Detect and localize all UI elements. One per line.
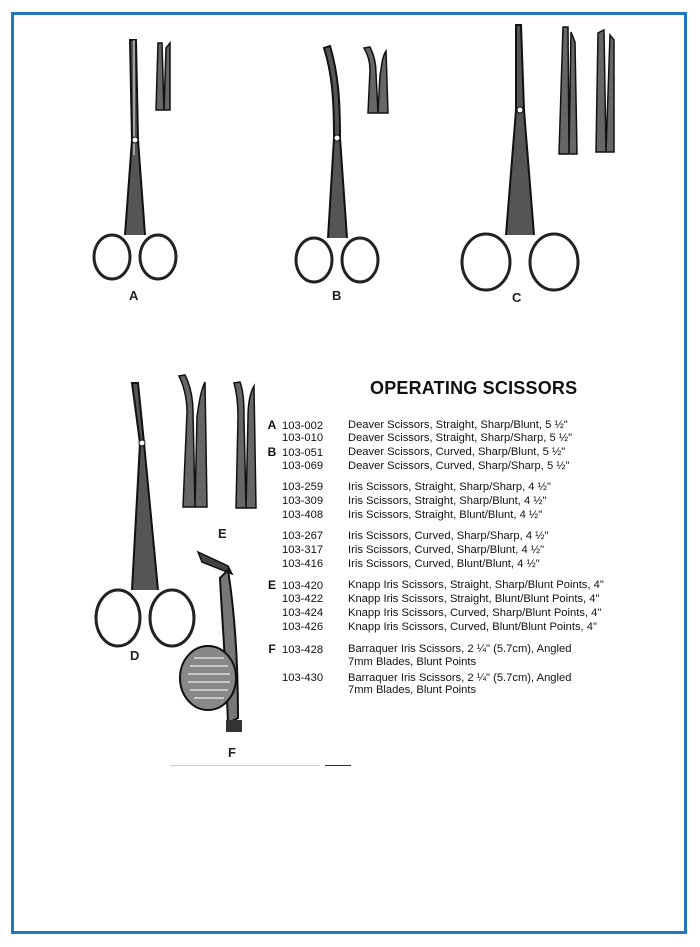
catalog-row (262, 558, 540, 570)
item-description: Knapp Iris Scissors, Curved, Blunt/Blunt Points, 4" (348, 621, 597, 633)
item-code: 103-002 (282, 420, 324, 432)
item-description: Knapp Iris Scissors, Straight, Sharp/Blunt Points, 4" (348, 579, 604, 591)
item-code: 103-428 (282, 644, 324, 656)
catalog-row (262, 607, 601, 619)
catalog-row (262, 432, 572, 444)
group-letter: F (268, 642, 276, 656)
item-code: 103-426 (282, 621, 324, 633)
item-code: 103-422 (282, 593, 324, 605)
item-code: 103-430 (282, 672, 324, 684)
figure-label-c: C (512, 290, 522, 305)
item-description-line2: 7mm Blades, Blunt Points (348, 656, 477, 668)
item-description: Deaver Scissors, Curved, Sharp/Blunt, 5 ½" (348, 446, 566, 458)
scissors-c-tip-detail-straight (553, 22, 583, 157)
group-letter: A (267, 418, 277, 432)
figure-label-e-image: E (218, 526, 227, 541)
scissors-e-tip-detail-2 (230, 378, 265, 513)
item-code: 103-069 (282, 460, 324, 472)
catalog-row (262, 643, 571, 668)
catalog-row (262, 481, 551, 493)
catalog-row (262, 509, 542, 521)
catalog-row (262, 579, 604, 592)
catalog-row (262, 530, 548, 542)
item-code: 103-416 (282, 558, 324, 570)
item-code: 103-424 (282, 607, 324, 619)
item-description: Knapp Iris Scissors, Curved, Sharp/Blunt Points, 4" (348, 607, 602, 619)
catalog-row (262, 544, 544, 556)
item-description: Iris Scissors, Straight, Sharp/Blunt, 4 ½" (348, 495, 547, 507)
item-description: Deaver Scissors, Straight, Sharp/Sharp, 5 ½" (348, 432, 573, 444)
item-description: Barraquer Iris Scissors, 2 ¼" (5.7cm), Angled (348, 643, 572, 655)
item-code: 103-010 (282, 432, 324, 444)
item-description: Knapp Iris Scissors, Straight, Blunt/Blunt Points, 4" (348, 593, 600, 605)
catalog-row (262, 446, 565, 459)
catalog-row (262, 593, 599, 605)
item-description: Iris Scissors, Straight, Blunt/Blunt, 4 ½" (348, 509, 543, 521)
page-title: OPERATING SCISSORS (370, 378, 578, 398)
item-description: Iris Scissors, Curved, Sharp/Sharp, 4 ½" (348, 530, 549, 542)
catalog-row (262, 495, 547, 507)
group-letter: E (267, 578, 276, 592)
scissors-a-tip-detail (150, 38, 175, 113)
item-description: Iris Scissors, Straight, Sharp/Sharp, 4 ½" (348, 481, 551, 493)
item-code: 103-317 (282, 544, 324, 556)
figure-label-d: D (130, 648, 140, 663)
catalog-row (262, 419, 568, 432)
figure-label-a: A (129, 288, 139, 303)
scissors-b-tip-detail (362, 45, 392, 117)
catalog-row (262, 672, 571, 696)
item-description-line2: 7mm Blades, Blunt Points (348, 684, 477, 696)
catalog-row (262, 621, 597, 633)
figure-label-f-image: F (228, 745, 236, 760)
group-letter: B (267, 445, 277, 459)
item-code: 103-420 (282, 580, 324, 592)
scissors-e-tip-detail-1 (175, 372, 215, 512)
item-code: 103-309 (282, 495, 324, 507)
item-description: Deaver Scissors, Straight, Sharp/Blunt, 5 ½" (348, 419, 568, 431)
scissors-c-tip-detail-alt (590, 25, 620, 155)
catalog-row (262, 460, 570, 472)
scissors-f-illustration (168, 548, 258, 748)
item-description: Deaver Scissors, Curved, Sharp/Sharp, 5 ½" (348, 460, 570, 472)
item-description: Iris Scissors, Curved, Blunt/Blunt, 4 ½" (348, 558, 540, 570)
item-description: Barraquer Iris Scissors, 2 ¼" (5.7cm), Angled (348, 672, 572, 684)
faint-rule (170, 765, 320, 766)
item-code: 103-259 (282, 481, 324, 493)
item-code: 103-408 (282, 509, 324, 521)
rule (325, 765, 351, 766)
figure-label-b: B (332, 288, 342, 303)
item-code: 103-267 (282, 530, 324, 542)
item-code: 103-051 (282, 447, 324, 459)
item-description: Iris Scissors, Curved, Sharp/Blunt, 4 ½" (348, 544, 545, 556)
